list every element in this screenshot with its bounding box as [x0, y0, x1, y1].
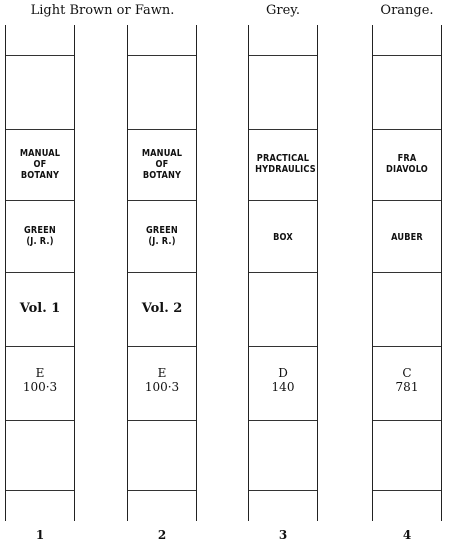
spine-author: GREEN (J. R.)	[24, 225, 56, 247]
spine-title: FRA DIAVOLO	[386, 153, 428, 175]
spine-number-3: 3	[278, 528, 288, 542]
spine-class-mark: D 140	[271, 366, 295, 394]
spine-rule	[373, 346, 441, 347]
spine-rule	[128, 129, 196, 130]
spine-rule	[6, 200, 74, 201]
spine-rule	[6, 129, 74, 130]
spine-rule	[128, 200, 196, 201]
spine-volume: Vol. 2	[141, 301, 183, 316]
spine-title: PRACTICAL HYDRAULICS	[255, 153, 316, 175]
book-spine-2	[127, 25, 197, 521]
spine-rule	[373, 55, 441, 56]
header-grey: Grey.	[265, 3, 301, 18]
spine-number-1: 1	[35, 528, 45, 542]
spine-rule	[249, 272, 317, 273]
spine-volume: Vol. 1	[19, 301, 61, 316]
spine-rule	[6, 272, 74, 273]
spine-rule	[373, 490, 441, 491]
spine-rule	[373, 420, 441, 421]
book-spine-3	[248, 25, 318, 521]
spine-rule	[128, 272, 196, 273]
spine-title: MANUAL OF BOTANY	[141, 148, 183, 181]
spine-rule	[249, 55, 317, 56]
book-spine-4	[372, 25, 442, 521]
spine-rule	[128, 420, 196, 421]
spine-author: GREEN (J. R.)	[146, 225, 178, 247]
spine-rule	[6, 420, 74, 421]
spine-rule	[249, 490, 317, 491]
spine-class-mark: E 100·3	[144, 366, 180, 394]
spine-class-mark: C 781	[395, 366, 419, 394]
spine-title: MANUAL OF BOTANY	[19, 148, 61, 181]
spine-author: AUBER	[391, 232, 423, 243]
spine-rule	[249, 420, 317, 421]
spine-class-mark: E 100·3	[22, 366, 58, 394]
spine-rule	[373, 129, 441, 130]
header-orange: Orange.	[380, 3, 434, 18]
spine-number-4: 4	[402, 528, 412, 542]
spine-rule	[249, 200, 317, 201]
spine-rule	[6, 55, 74, 56]
spine-rule	[249, 129, 317, 130]
book-spine-1	[5, 25, 75, 521]
spine-rule	[249, 346, 317, 347]
spine-rule	[128, 346, 196, 347]
spine-rule	[6, 490, 74, 491]
spine-number-2: 2	[157, 528, 167, 542]
spine-rule	[128, 490, 196, 491]
spine-author: BOX	[273, 232, 293, 243]
spine-rule	[128, 55, 196, 56]
spine-rule	[373, 272, 441, 273]
spine-rule	[6, 346, 74, 347]
header-light-brown-or-fawn: Light Brown or Fawn.	[30, 3, 175, 18]
spine-rule	[373, 200, 441, 201]
